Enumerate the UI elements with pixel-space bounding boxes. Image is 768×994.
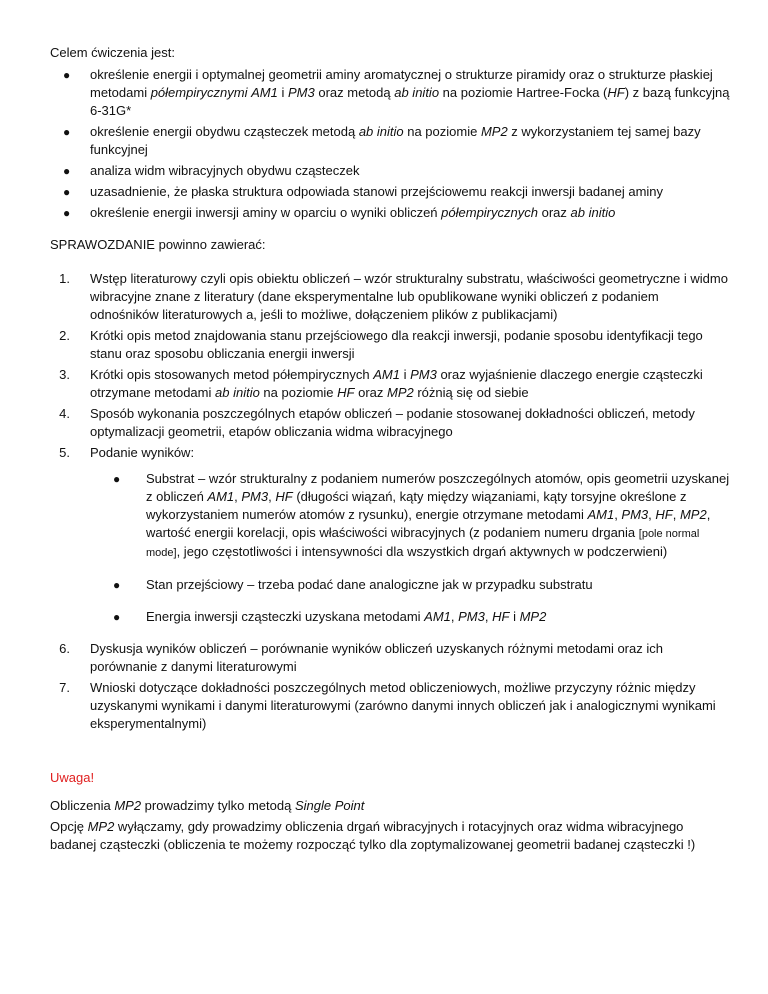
- document-page: [50, 44, 730, 854]
- item-number: 6.: [59, 641, 70, 656]
- italic-term: AM1: [251, 85, 278, 100]
- italic-term: MP2: [87, 819, 115, 834]
- goals-heading: Celem ćwiczenia jest:: [50, 45, 175, 60]
- text-segment: różnią się od siebie: [413, 385, 529, 400]
- bullet-dot-icon: ●: [113, 610, 121, 624]
- item-number: 2.: [59, 328, 70, 343]
- italic-term: MP2: [480, 124, 508, 139]
- item-number: 3.: [59, 367, 70, 382]
- italic-term: ab initio: [215, 385, 260, 400]
- text-segment: i: [509, 609, 520, 624]
- italic-term: HF: [492, 609, 510, 624]
- report-item: [50, 270, 730, 324]
- italic-term: HF: [275, 489, 293, 504]
- text-segment: oraz: [354, 385, 387, 400]
- bullet-dot-icon: ●: [63, 164, 71, 178]
- goal-text: [90, 184, 663, 199]
- italic-term: AM1: [587, 507, 615, 522]
- bullet-dot-icon: ●: [63, 68, 71, 82]
- item-text: [90, 271, 728, 322]
- italic-term: MP2: [679, 507, 707, 522]
- item-text: [90, 641, 663, 674]
- text-segment: uzasadnienie, że płaska struktura odpowiada stanowi przejściowemu reakcji inwersji badanej aminy: [90, 184, 664, 199]
- italic-term: PM3: [410, 367, 437, 382]
- warning-note: [50, 818, 730, 854]
- text-segment: Krótki opis stosowanych metod półempirycznych: [90, 367, 374, 382]
- report-item: [50, 444, 730, 626]
- results-subitem: [90, 576, 730, 594]
- italic-term: MP2: [387, 385, 414, 400]
- item-number: 1.: [59, 271, 70, 286]
- text-segment: Wstęp literaturowy czyli opis obiektu obliczeń – wzór strukturalny substratu, właściwości geometryczne i widmo wibracyjne znane z literatury (dane eksperymentalne lub opublikowane wyniki obliczeń z podaniem odnośników literaturowych a, jeśli to możliwe, dołączeniem plików z publikacjami): [90, 271, 728, 322]
- warning-note: [50, 797, 730, 815]
- note-text: [50, 819, 695, 852]
- subitem-text: [146, 609, 546, 624]
- text-segment: ) z bazą funkcyjną 6-31G*: [90, 85, 730, 118]
- item-text: [90, 406, 695, 439]
- italic-term: PM3: [288, 85, 315, 100]
- text-segment: Energia inwersji cząsteczki uzyskana metodami: [146, 609, 425, 624]
- italic-term: HF: [655, 507, 673, 522]
- italic-term: HF: [607, 85, 625, 100]
- goal-text: [90, 205, 615, 220]
- text-segment: ,: [672, 507, 680, 522]
- text-segment: ,: [234, 489, 242, 504]
- text-segment: , wartość energii korelacji, opis właściwości wibracyjnych (z podaniem numeru drgania: [146, 507, 711, 540]
- text-segment: Sposób wykonania poszczególnych etapów obliczeń – podanie stosowanej dokładności obliczeń, metody optymalizacji geometrii, etapów obliczania widma wibracyjnego: [90, 406, 695, 439]
- text-segment: i: [277, 85, 288, 100]
- italic-term: AM1: [373, 367, 400, 382]
- text-segment: na poziomie: [259, 385, 338, 400]
- italic-term: MP2: [114, 798, 142, 813]
- text-segment: prowadzimy tylko metodą: [141, 798, 295, 813]
- item-text: [90, 367, 703, 400]
- bullet-dot-icon: ●: [63, 185, 71, 199]
- text-segment: oraz: [537, 205, 571, 220]
- subitem-text: [146, 577, 593, 592]
- text-segment: Stan przejściowy – trzeba podać dane analogiczne jak w przypadku substratu: [146, 577, 593, 592]
- report-item: [50, 640, 730, 676]
- italic-term: półempirycznymi: [150, 85, 248, 100]
- report-item: [50, 405, 730, 441]
- text-segment: Podanie wyników:: [90, 445, 195, 460]
- goal-text: [90, 124, 701, 157]
- italic-term: ab initio: [570, 205, 616, 220]
- item-text: [90, 445, 194, 460]
- goal-item: [50, 66, 730, 120]
- text-segment: [pole normal mode]: [146, 528, 700, 559]
- item-number: 7.: [59, 680, 70, 695]
- text-segment: Dyskusja wyników obliczeń – porównanie wyników obliczeń uzyskanych różnymi metodami oraz ich porównanie z danymi literaturowymi: [90, 641, 663, 674]
- italic-term: półempirycznych: [441, 205, 538, 220]
- italic-term: PM3: [458, 609, 485, 624]
- text-segment: Wnioski dotyczące dokładności poszczególnych metod obliczeniowych, możliwe przyczyny różnic między uzyskanymi wynikami i danymi literaturowymi (zarówno danymi innych obliczeń jak i analogicznymi wynikami eksperymentalnymi): [90, 680, 716, 731]
- goal-item: [50, 204, 730, 222]
- text-segment: wyłączamy, gdy prowadzimy obliczenia drgań wibracyjnych i rotacyjnych oraz widma wibracyjnego badanej cząsteczki (obliczenia te możemy rozpocząć tylko dla zoptymalizowanej geometrii badanej cząsteczki !): [50, 819, 696, 852]
- text-segment: ,: [484, 609, 493, 624]
- text-segment: ,: [450, 609, 459, 624]
- text-segment: Krótki opis metod znajdowania stanu przejściowego dla reakcji inwersji, podanie sposobu identyfikacji tego stanu oraz sposobu obliczania energii inwersji: [90, 328, 703, 361]
- report-item: [50, 679, 730, 733]
- subitem-text: [146, 471, 729, 559]
- text-segment: oraz metodą: [314, 85, 395, 100]
- text-segment: określenie energii obydwu cząsteczek metodą: [90, 124, 359, 139]
- text-segment: , jego częstotliwości i intensywności dla wszystkich drgań aktywnych w podczerwieni): [176, 544, 668, 559]
- item-number: 4.: [59, 406, 70, 421]
- note-text: [50, 798, 364, 813]
- results-subitem: [90, 608, 730, 626]
- text-segment: określenie energii inwersji aminy w oparciu o wyniki obliczeń: [90, 205, 442, 220]
- results-sublist: [90, 470, 730, 626]
- bullet-dot-icon: ●: [63, 125, 71, 139]
- warning-title: Uwaga!: [50, 770, 95, 785]
- italic-term: AM1: [207, 489, 235, 504]
- text-segment: z wykorzystaniem tej samej bazy funkcyjnej: [90, 124, 701, 157]
- text-segment: analiza widm wibracyjnych obydwu cząsteczek: [90, 163, 360, 178]
- text-segment: na poziomie Hartree-Focka (: [439, 85, 608, 100]
- italic-term: ab initio: [394, 85, 440, 100]
- goal-item: [50, 183, 730, 201]
- bullet-dot-icon: ●: [63, 206, 71, 220]
- results-subitem: [90, 470, 730, 562]
- goal-item: [50, 162, 730, 180]
- text-segment: Obliczenia: [50, 798, 115, 813]
- text-segment: i: [399, 367, 411, 382]
- text-segment: Substrat – wzór strukturalny z podaniem numerów poszczególnych atomów, opis geometrii uzyskanej z obliczeń: [146, 471, 730, 504]
- goal-text: [90, 163, 360, 178]
- bullet-dot-icon: ●: [113, 472, 121, 486]
- item-text: [90, 680, 716, 731]
- text-segment: ,: [614, 507, 622, 522]
- goal-item: [50, 123, 730, 159]
- item-number: 5.: [59, 445, 70, 460]
- text-segment: (długości wiązań, kąty między wiązaniami, kąty torsyjne określone z wykorzystaniem numerów atomów z rysunku), energie otrzymane metodami: [146, 489, 687, 522]
- goals-list: [50, 66, 730, 222]
- italic-term: Single Point: [294, 798, 365, 813]
- italic-term: AM1: [424, 609, 451, 624]
- text-segment: Opcję: [50, 819, 88, 834]
- italic-term: PM3: [241, 489, 269, 504]
- report-heading: SPRAWOZDANIE powinno zawierać:: [50, 237, 266, 252]
- text-segment: na poziomie: [403, 124, 481, 139]
- text-segment: określenie energii i optymalnej geometrii aminy aromatycznej o strukturze piramidy oraz o strukturze płaskiej metodami: [90, 67, 713, 100]
- text-segment: oraz wyjaśnienie dlaczego energie cząsteczki otrzymane metodami: [90, 367, 703, 400]
- report-item: [50, 327, 730, 363]
- italic-term: HF: [337, 385, 355, 400]
- report-item: [50, 366, 730, 402]
- text-segment: ,: [268, 489, 276, 504]
- goal-text: [90, 67, 730, 118]
- item-text: [90, 328, 703, 361]
- italic-term: PM3: [621, 507, 649, 522]
- italic-term: MP2: [519, 609, 547, 624]
- report-list: [50, 270, 730, 733]
- text-segment: ,: [648, 507, 656, 522]
- italic-term: ab initio: [358, 124, 404, 139]
- bullet-dot-icon: ●: [113, 578, 121, 592]
